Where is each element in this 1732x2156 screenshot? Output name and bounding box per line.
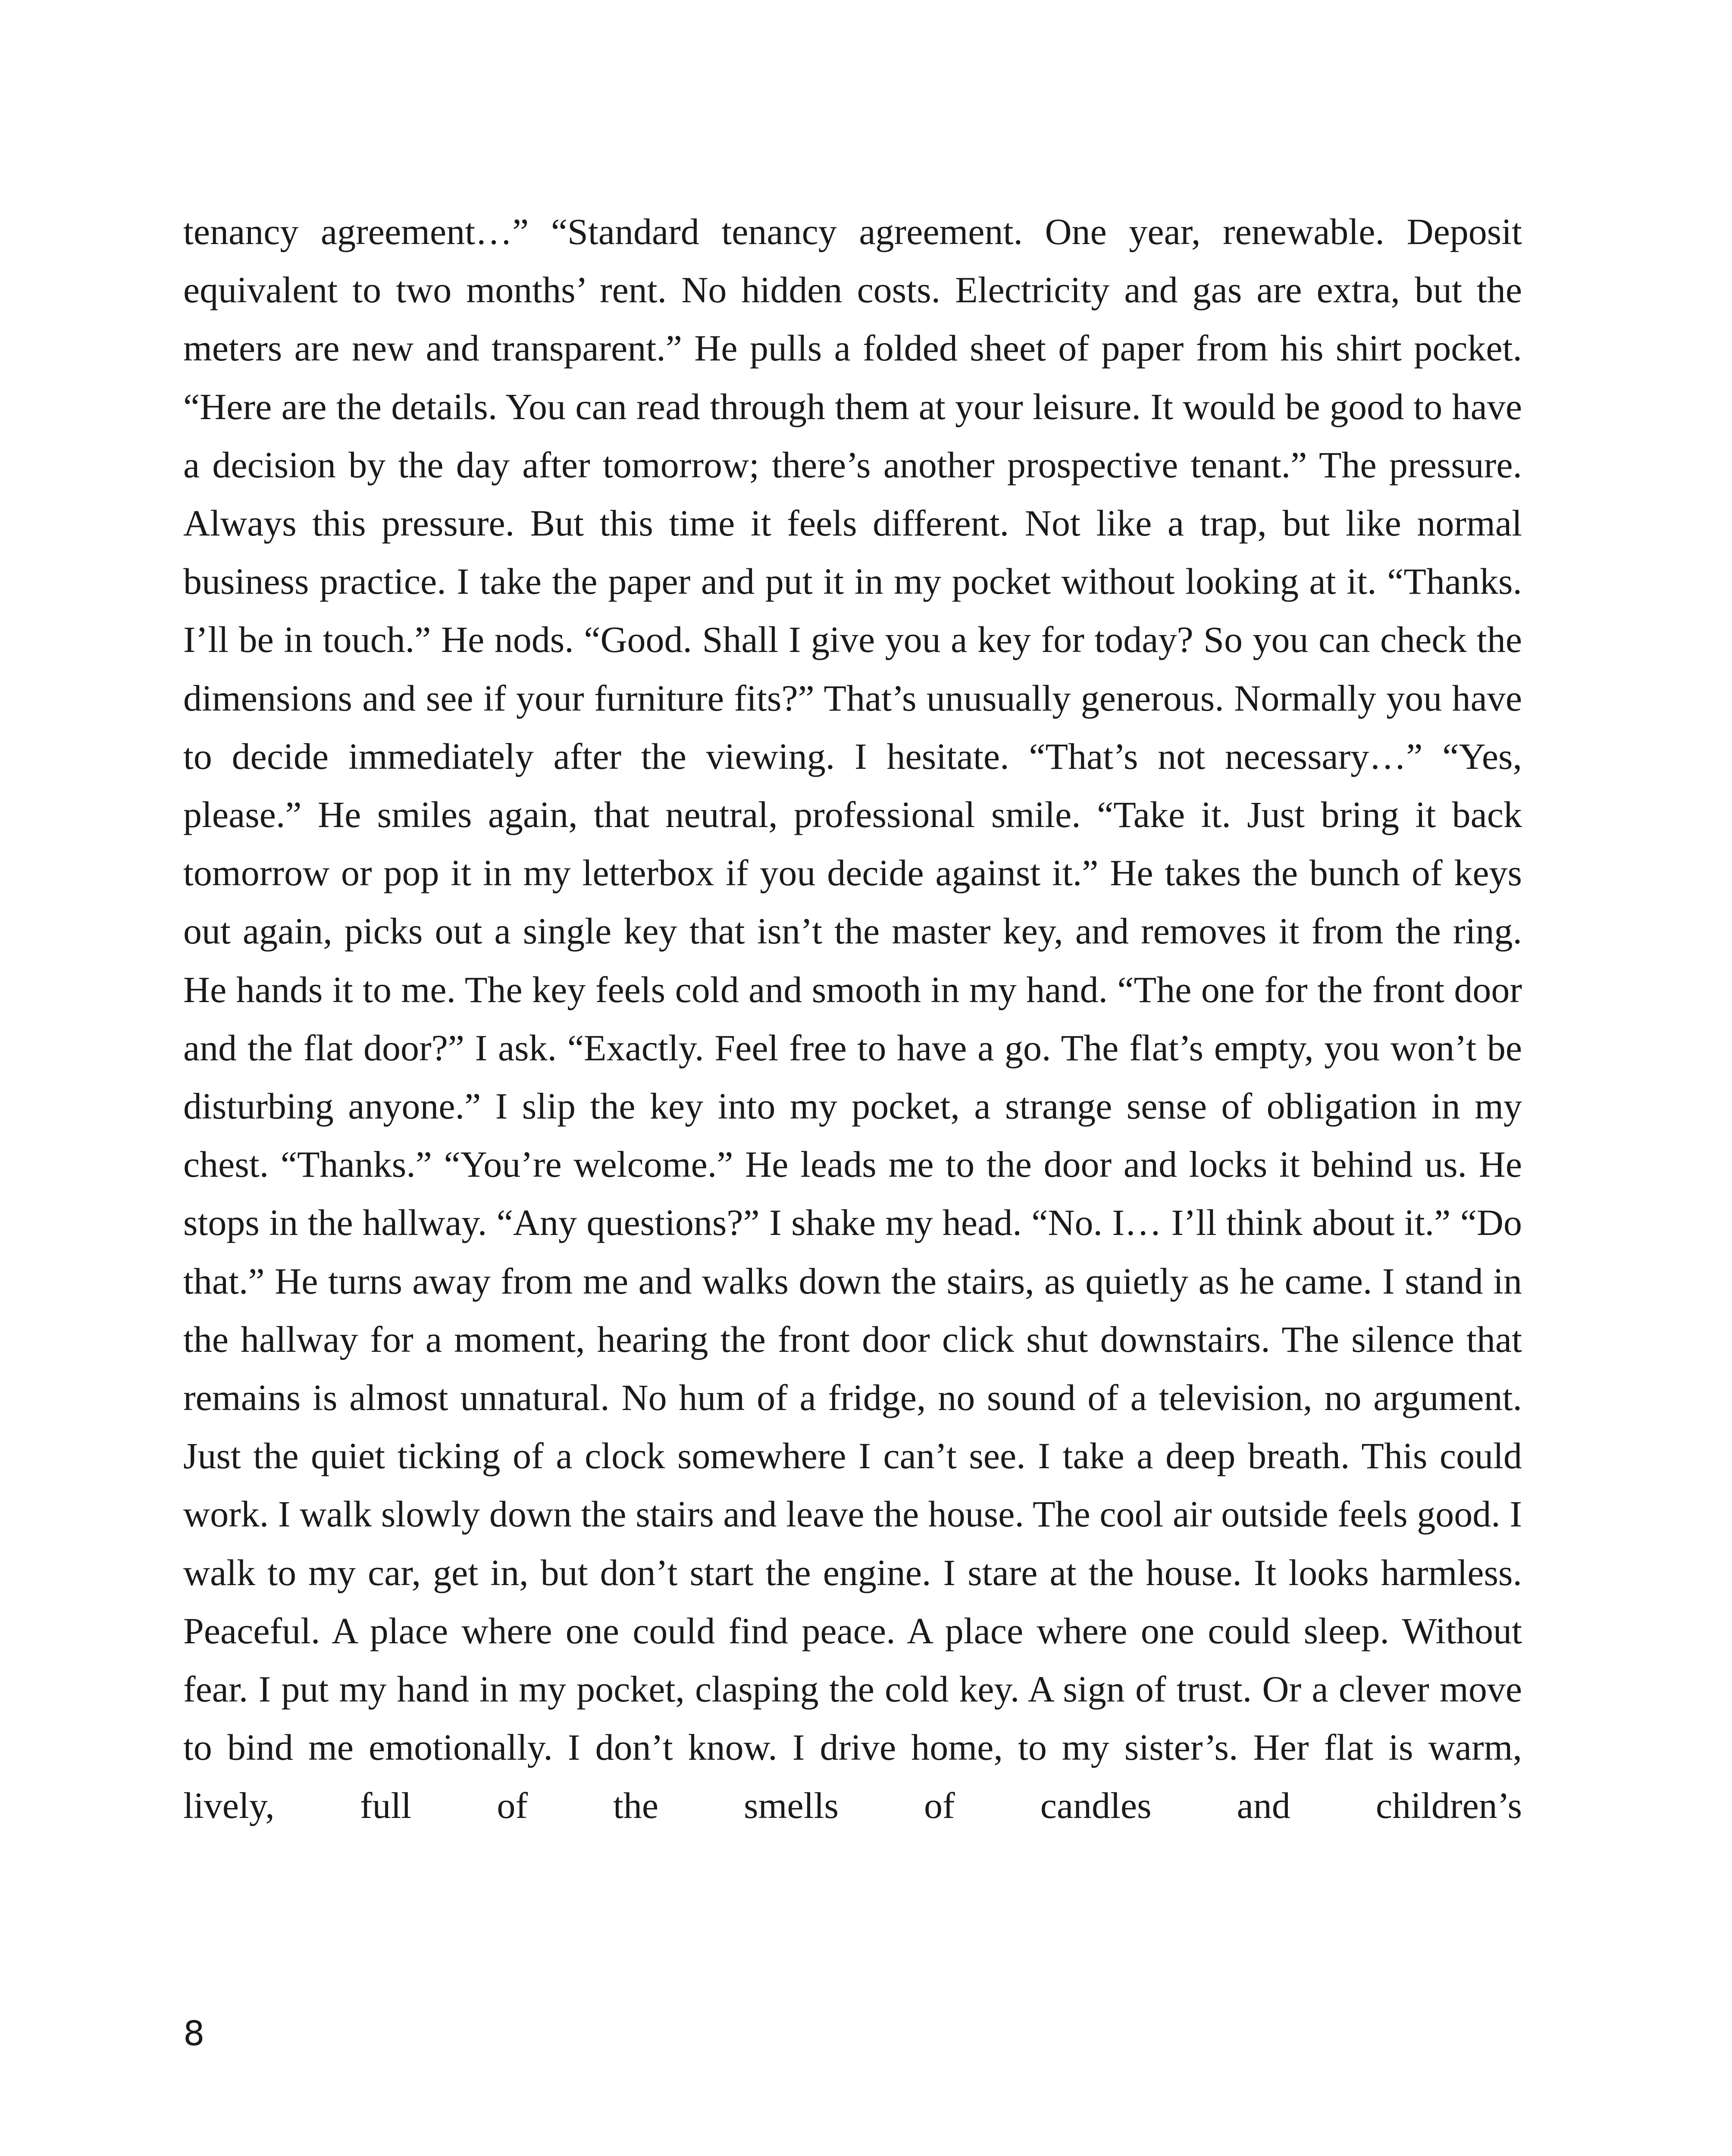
page-number: 8 [183,2015,205,2053]
body-paragraph: tenancy agreement…” “Standard tenancy agreement. One year, renewable. Deposit equivalent to two months’ rent. No hidden costs. Electricity and gas are extra, but the meters are new and transparent.” He pulls a folded sheet of paper from his shirt pocket. “Here are the details. You can read through them at your leisure. It would be good to have a decision by the day after tomorrow; there’s another prospective tenant.” The pressure. Always this pressure. But this time it feels different. Not like a trap, but like normal business practice. I take the paper and put it in my pocket without looking at it. “Thanks. I’ll be in touch.” He nods. “Good. Shall I give you a key for today? So you can check the dimensions and see if your furniture fits?” That’s unusually generous. Normally you have to decide immediately after the viewing. I hesitate. “That’s not necessary…” “Yes, please.” He smiles again, that neutral, professional smile. “Take it. Just bring it back tomorrow or pop it in my letterbox if you decide against it.” He takes the bunch of keys out again, picks out a single key that isn’t the master key, and removes it from the ring. He hands it to me. The key feels cold and smooth in my hand. “The one for the front door and the flat door?” I ask. “Exactly. Feel free to have a go. The flat’s empty, you won’t be disturbing anyone.” I slip the key into my pocket, a strange sense of obligation in my chest. “Thanks.” “You’re welcome.” He leads me to the door and locks it behind us. He stops in the hallway. “Any questions?” I shake my head. “No. I… I’ll think about it.” “Do that.” He turns away from me and walks down the stairs, as quietly as he came. I stand in the hallway for a moment, hearing the front door click shut downstairs. The silence that remains is almost unnatural. No hum of a fridge, no sound of a television, no argument. Just the quiet ticking of a clock somewhere I can’t see. I take a deep breath. This could work. I walk slowly down the stairs and leave the house. The cool air outside feels good. I walk to my car, get in, but don’t start the engine. I stare at the house. It looks harmless. Peaceful. A place where one could find peace. A place where one could sleep. Without fear. I put my hand in my pocket, clasping the cold key. A sign of trust. Or a clever move to bind me emotionally. I don’t know. I drive home, to my sister’s. Her flat is warm, lively, full of the smells of candles and children’s [183,211,1522,1827]
